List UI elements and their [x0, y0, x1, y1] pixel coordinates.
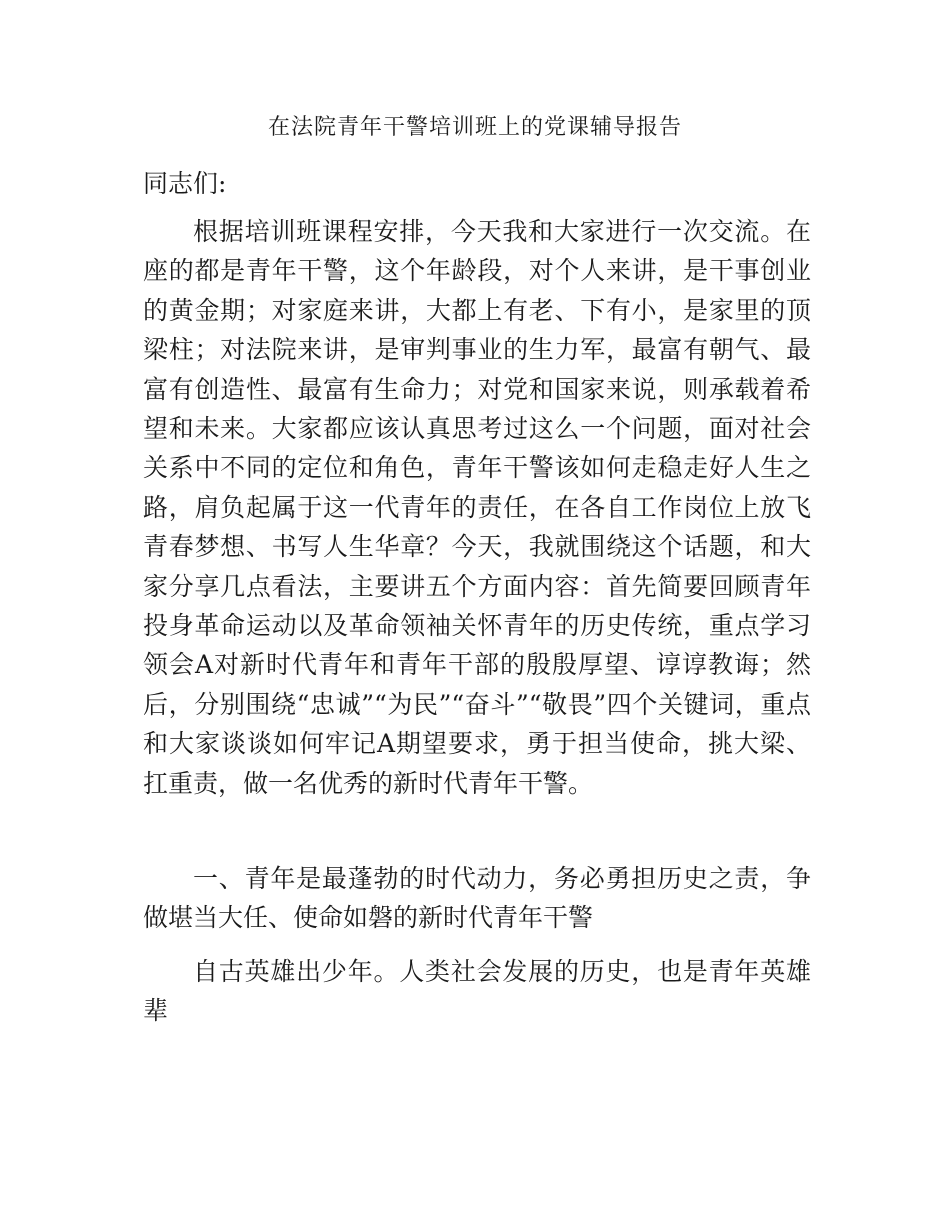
body-paragraph: 自古英雄出少年。人类社会发展的历史，也是青年英雄辈: [143, 957, 811, 1026]
page-title: 在法院青年干警培训班上的党课辅导报告: [267, 115, 682, 140]
body-paragraph: 根据培训班课程安排，今天我和大家进行一次交流。在座的都是青年干警，这个年龄段，对个人来讲，是干事创业的黄金期；对家庭来讲，大都上有老、下有小，是家里的顶梁柱；对法院来讲，是审判事业的生力军，最富有朝气、最富有创造性、最富有生命力；对党和国家来说，则承载着希望和未来。大家都应该认真思考过这么一个问题，面对社会关系中不同的定位和角色，青年干警该如何走稳走好人生之路，肩负起属于这一代青年的责任，在各自工作岗位上放飞青春梦想、书写人生华章？今天，我就围绕这个话题，和大家分享几点看法，主要讲五个方面内容：首先简要回顾青年投身革命运动以及革命领袖关怀青年的历史传统，重点学习领会A对新时代青年和青年干部的殷殷厚望、谆谆教诲；然后，分别围绕“忠诚”“为民”“奋斗”“敬畏”四个关键词，重点和大家谈谈如何牢记A期望要求，勇于担当使命，挑大梁、扛重责，做一名优秀的新时代青年干警。: [143, 217, 811, 798]
salutation: 同志们:: [143, 169, 227, 198]
section-heading: 一、青年是最蓬勃的时代动力，务必勇担历史之责，争做堪当大任、使命如磐的新时代青年干警: [143, 864, 811, 933]
